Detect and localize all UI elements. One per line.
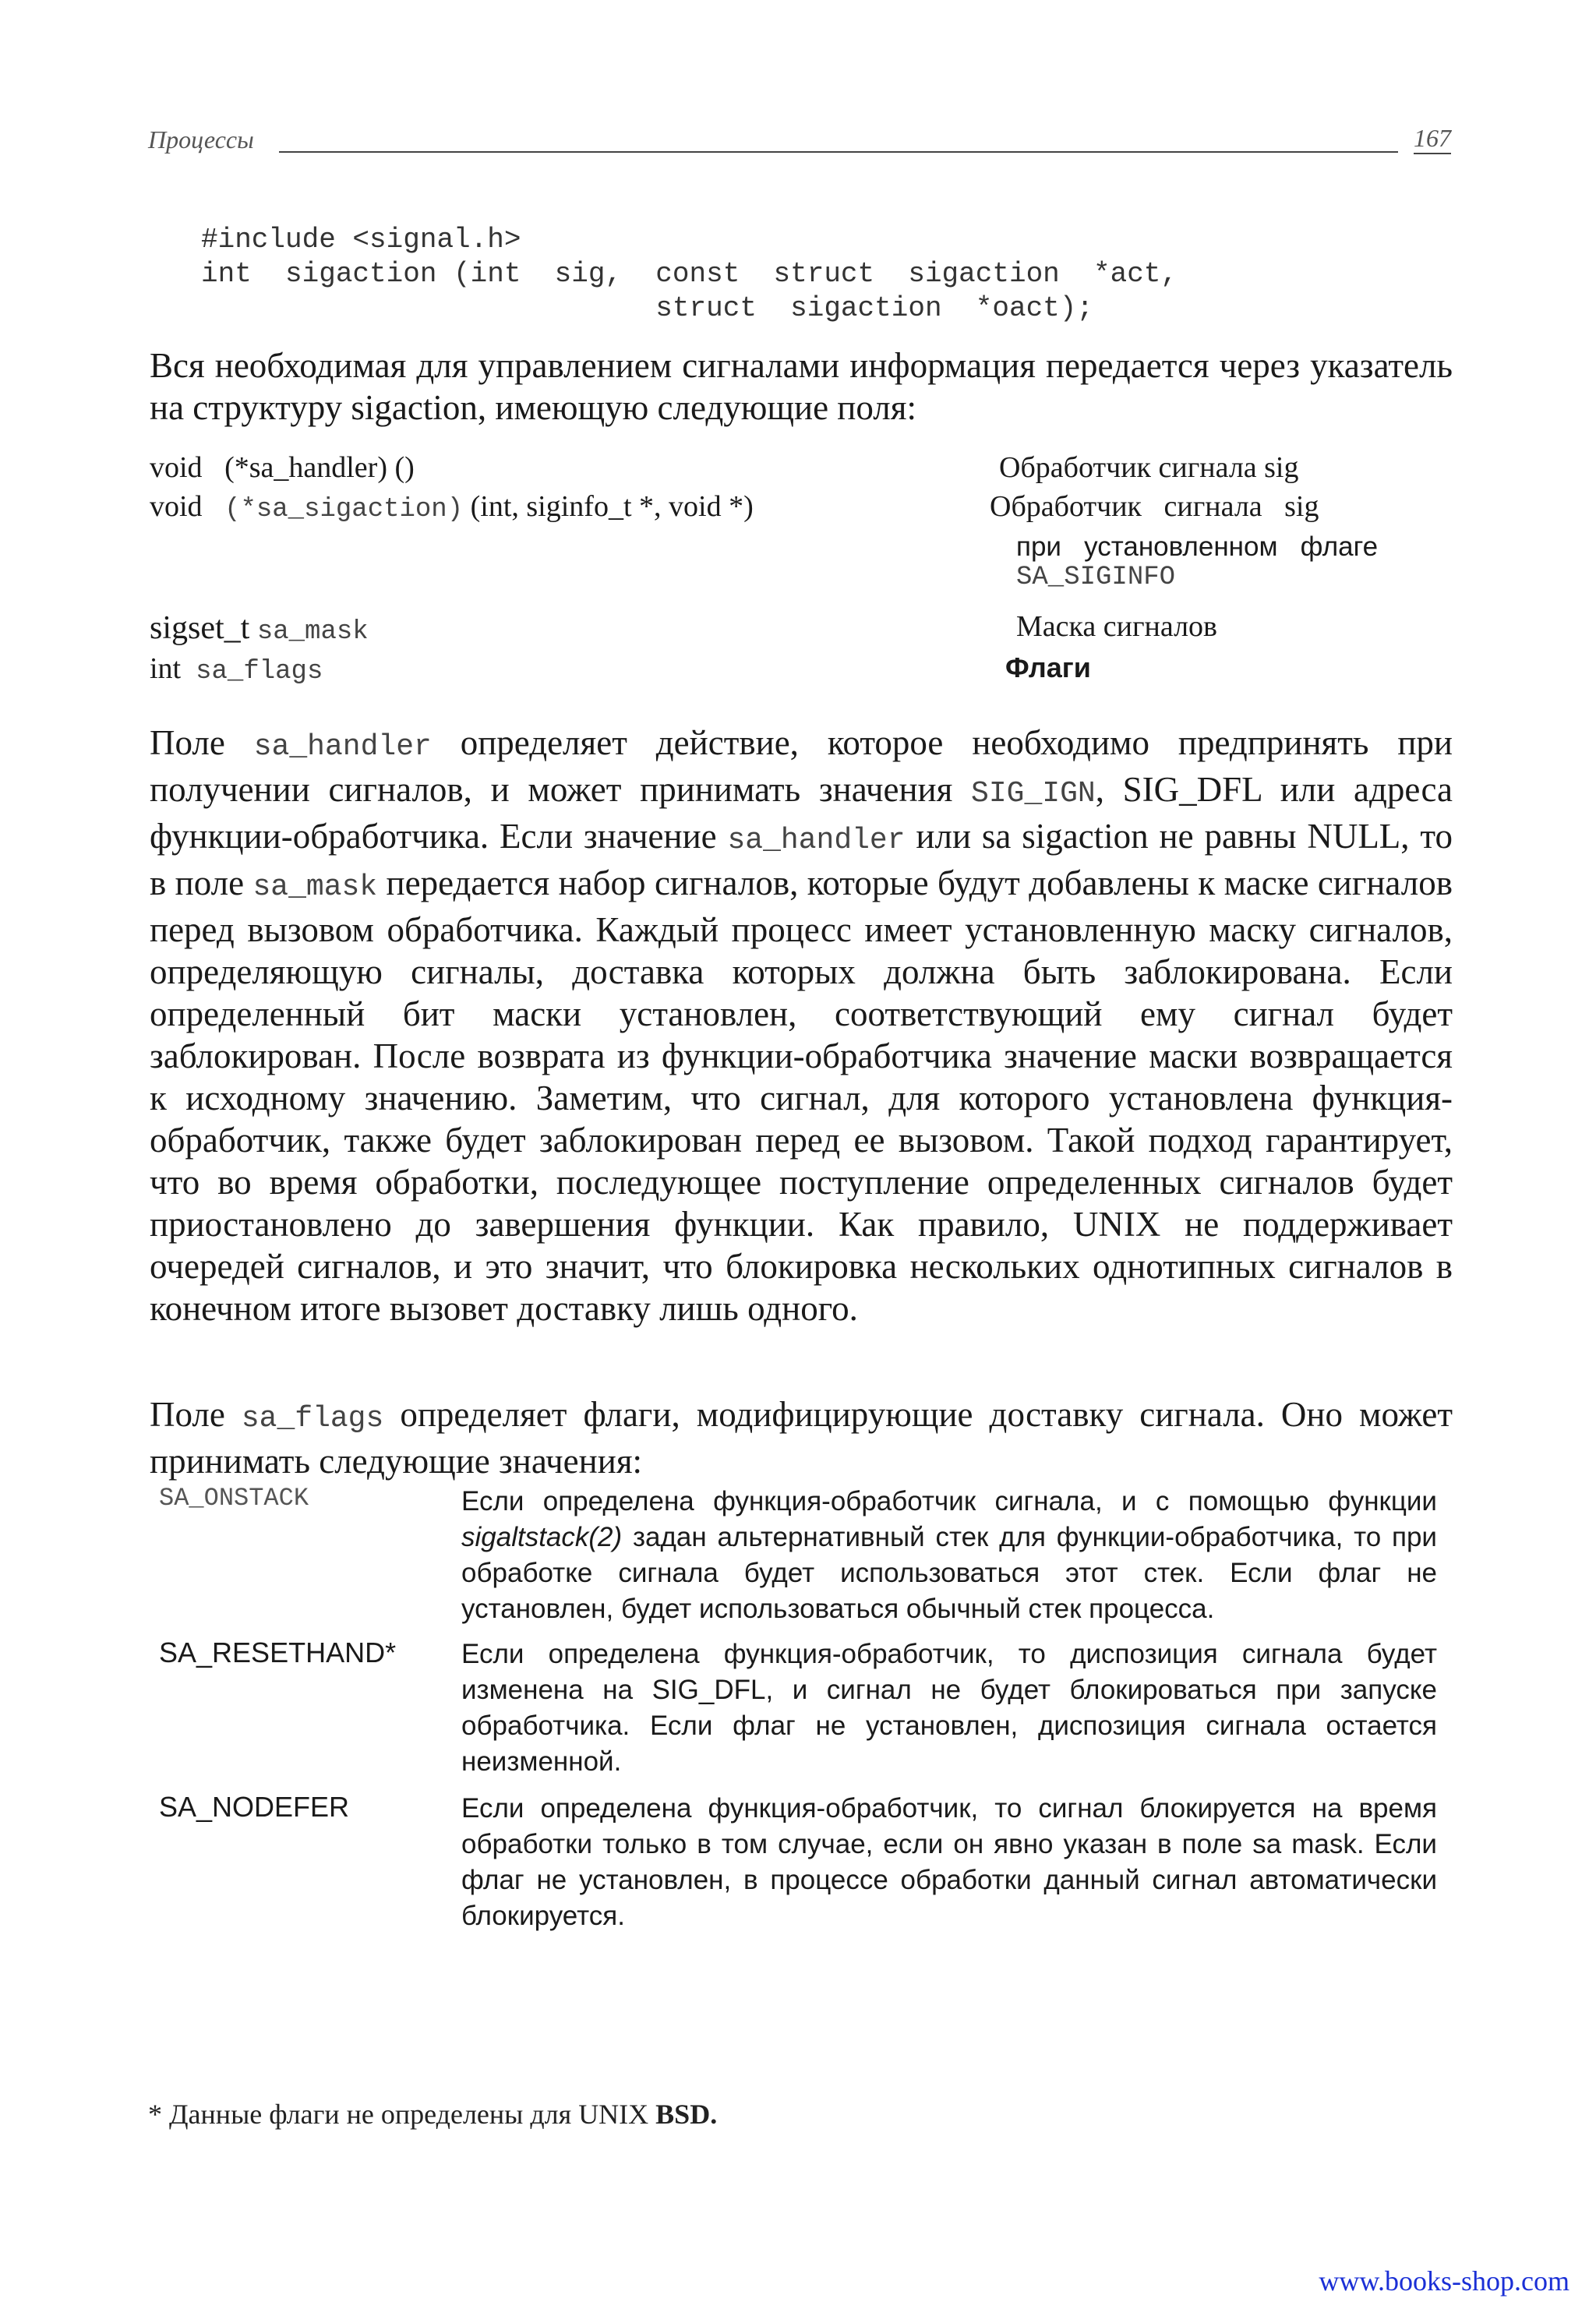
code-line: int sigaction (int sig, const struct sigaction *act,	[201, 258, 1178, 290]
field-type: void	[150, 451, 203, 484]
watermark-url: www.books-shop.com	[1319, 2265, 1570, 2297]
flag-desc: Если определена функция-обработчик, то диспозиция сигнала будет изменена на SIG_DFL, и сигнал не будет блокироваться при запуске обработчика. Если флаг не установлен, диспозиция сигнала остается неизменной.	[461, 1639, 1437, 1777]
intro-paragraph: Вся необходимая для управлением сигналами информация передается через указатель на структуру sigaction, имеющую следующие поля:	[150, 346, 1453, 427]
field-desc-cont: SA_SIGINFO	[1016, 563, 1176, 592]
flag-name: SA_RESETHAND*	[159, 1636, 397, 1668]
field-desc-cont: при установленном флаге	[1016, 531, 1379, 562]
field-name: sa_mask	[256, 617, 369, 647]
flag-desc: Если определена функция-обработчик сигнала, и с помощью функции sigaltstack(2) задан альтернативный стек для функции-обработчика, то при обработке сигнала будет использоваться этот стек. Если флаг не установлен, будет использоваться обычный стек процесса.	[461, 1486, 1437, 1624]
flag-name: SA_NODEFER	[159, 1791, 350, 1823]
body-paragraph: Поле sa_handler определяет действие, которое необходимо предпринять при получении сигналов, и может принимать значения SIG_IGN, SIG_DFL или адреса функции-обработчика. Если значение sa_handler или sa sigaction не равны NULL, то в поле sa_mask передается набор сигналов, которые будут добавлены к маске сигналов перед вызовом обработчика. Каждый процесс имеет установленную маску сигналов, определяющую сигналы, доставка которых должна быть заблокирована. Если определенный бит маски установлен, соответствующий ему сигнал будет заблокирован. После возврата из функции-обработчика значение маски возвращается к исходному значению. Заметим, что сигнал, для которого установлена функция-обработчик, также будет заблокирован перед ее вызовом. Такой подход гарантирует, что во время обработки, последующее поступление определенных сигналов будет приостановлено до завершения функции. Как правило, UNIX не поддерживает очередей сигналов, и это значит, что блокировка нескольких однотипных сигналов в конечном итоге вызовет доставку лишь одного.	[150, 723, 1453, 1328]
field-desc: Обработчик сигнала sig	[990, 490, 1319, 523]
field-name: (*sa_sigaction)	[224, 495, 464, 524]
code-block	[201, 223, 1178, 326]
field-type: sigset_t	[150, 610, 250, 646]
inline-code: sa_handler	[727, 824, 906, 857]
field-type: void	[150, 490, 203, 523]
flag-name: SA_ONSTACK	[159, 1484, 309, 1513]
field-desc: Маска сигналов	[1016, 610, 1218, 643]
flags-intro-paragraph: Поле sa_flags определяет флаги, модифицирующие доставку сигнала. Оно может принимать следующие значения:	[150, 1395, 1453, 1481]
page-number: 167	[1414, 124, 1451, 154]
footnote: * Данные флаги не определены для UNIX BSD.	[148, 2099, 718, 2130]
inline-code: SIG_IGN	[971, 777, 1096, 810]
field-name: (*sa_handler) ()	[224, 451, 415, 484]
running-title: Процессы	[148, 125, 254, 154]
field-desc: Флаги	[1005, 651, 1091, 683]
page-header	[148, 122, 1451, 154]
field-name: sa_flags	[196, 657, 323, 687]
code-line: #include <signal.h>	[201, 224, 521, 256]
field-args: (int, siginfo_t *, void *)	[470, 490, 754, 523]
header-rule	[279, 151, 1398, 153]
field-type: int	[150, 652, 182, 685]
inline-code: sa_flags	[241, 1402, 384, 1435]
inline-code: sa_mask	[252, 870, 378, 904]
field-desc: Обработчик сигнала sig	[999, 451, 1299, 484]
code-line: struct sigaction *oact);	[201, 292, 1093, 324]
inline-code: sa_handler	[253, 730, 432, 764]
flag-desc: Если определена функция-обработчик, то сигнал блокируется на время обработки только в том случае, если он явно указан в поле sa mask. Если флаг не установлен, в процессе обработки данный сигнал автоматически блокируется.	[461, 1793, 1437, 1931]
